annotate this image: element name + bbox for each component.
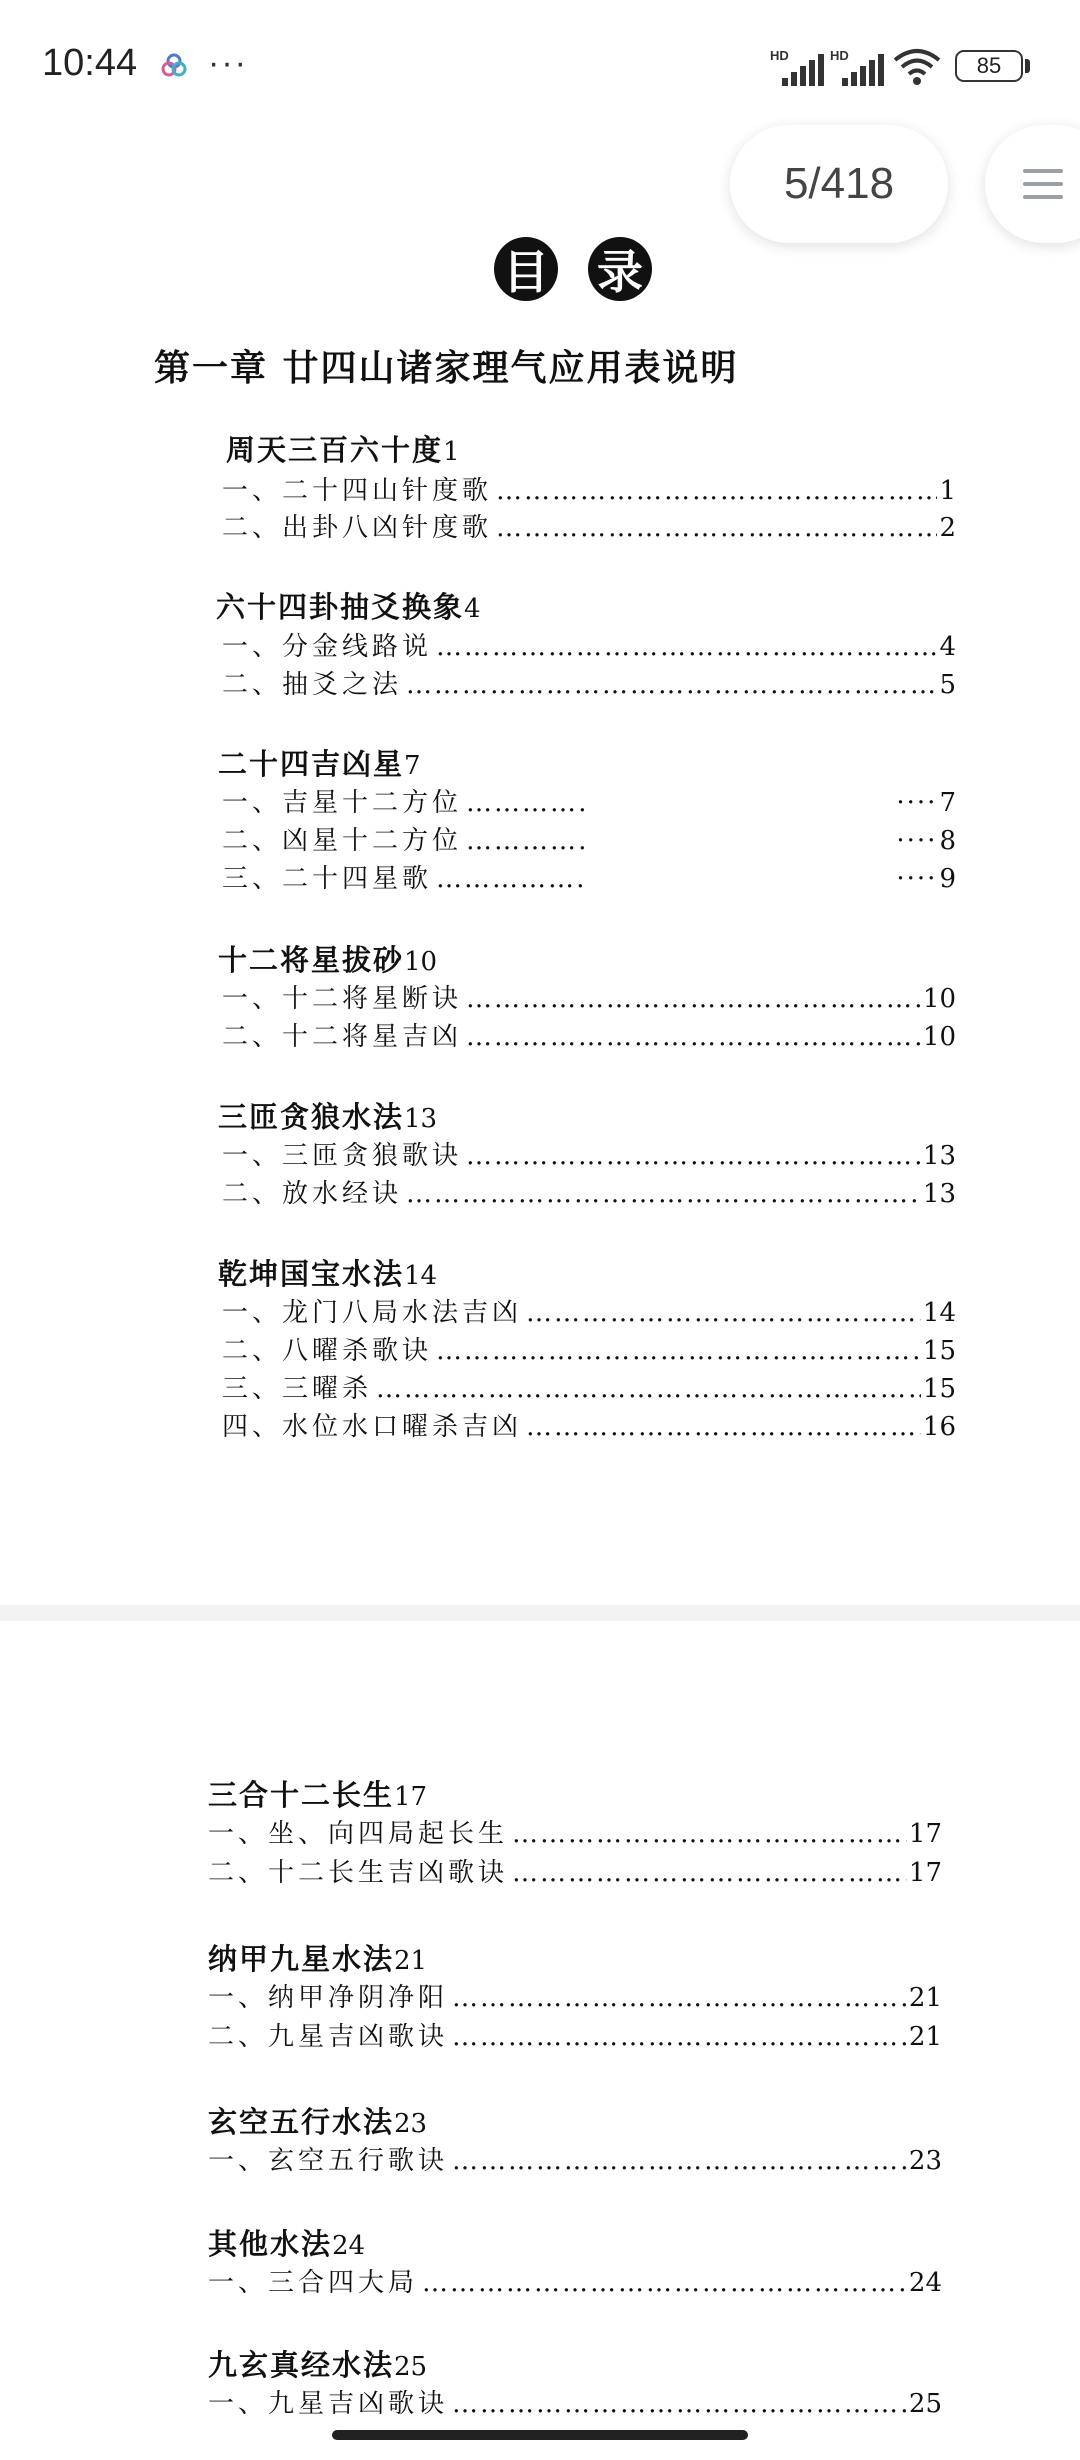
toc-entry[interactable]: 二、出卦八凶针度歌 …………………………………………………………………………………………………………………………………… 2: [222, 507, 956, 544]
toc-entry[interactable]: 一、三匝贪狼歌诀 …………………………………………………………………………………………………………………………………… 13: [222, 1135, 956, 1172]
home-indicator[interactable]: [332, 2430, 748, 2440]
wifi-icon: [893, 46, 941, 86]
battery-level: 85: [976, 53, 1002, 78]
app-notification-icon: [160, 52, 188, 80]
toc-entry[interactable]: 二、十二将星吉凶 …………………………………………………………………………………………………………………………………… 10: [222, 1016, 956, 1053]
toc-entry[interactable]: 一、九星吉凶歌诀 …………………………………………………………………………………………………………………………………… 25: [208, 2383, 942, 2420]
toc-entry[interactable]: 二、凶星十二方位 …………………………………………………………………………………………………………………………………… ···· 8: [222, 820, 956, 857]
toc-entry[interactable]: 一、分金线路说 …………………………………………………………………………………………………………………………………… 4: [222, 626, 956, 663]
toc-entry[interactable]: 一、坐、向四局起长生 …………………………………………………………………………………………………………………………………… 17: [208, 1813, 942, 1850]
toc-title-char: 录: [588, 237, 652, 301]
toc-section-title: 纳甲九星水法21: [208, 1942, 428, 1976]
toc-section-title: 二十四吉凶星7: [218, 747, 421, 781]
toc-section-title: 周天三百六十度1: [226, 433, 460, 467]
toc-entry[interactable]: 一、纳甲净阴净阳 …………………………………………………………………………………………………………………………………… 21: [208, 1977, 942, 2014]
chapter-heading: 第一章 廿四山诸家理气应用表说明: [154, 347, 739, 389]
toc-section-title: 玄空五行水法23: [208, 2105, 428, 2139]
status-time: 10:44: [42, 42, 138, 84]
toc-entry[interactable]: 一、十二将星断诀 …………………………………………………………………………………………………………………………………… 10: [222, 978, 956, 1015]
toc-section-title: 十二将星拔砂10: [218, 943, 438, 977]
toc-section-title: 九玄真经水法25: [208, 2348, 428, 2382]
toc-entry[interactable]: 一、玄空五行歌诀 …………………………………………………………………………………………………………………………………… 23: [208, 2140, 942, 2177]
toc-entry[interactable]: 二、放水经诀 …………………………………………………………………………………………………………………………………… 13: [222, 1173, 956, 1210]
toc-entry[interactable]: 一、二十四山针度歌 …………………………………………………………………………………………………………………………………… 1: [222, 470, 956, 507]
menu-button[interactable]: [985, 125, 1080, 243]
page-divider: [0, 1605, 1080, 1621]
cell-signal-icon: HD: [830, 48, 882, 86]
toc-entry[interactable]: 一、三合四大局 …………………………………………………………………………………………………………………………………… 24: [208, 2262, 942, 2299]
toc-entry[interactable]: 三、二十四星歌 …………………………………………………………………………………………………………………………………… ···· 9: [222, 858, 956, 895]
toc-entry[interactable]: 四、水位水口曜杀吉凶 …………………………………………………………………………………………………………………………………… 16: [222, 1406, 956, 1443]
toc-entry[interactable]: 二、十二长生吉凶歌诀 …………………………………………………………………………………………………………………………………… 17: [208, 1852, 942, 1889]
toc-entry[interactable]: 二、八曜杀歌诀 …………………………………………………………………………………………………………………………………… 15: [222, 1330, 956, 1367]
status-bar: [0, 0, 1080, 135]
toc-section-title: 乾坤国宝水法14: [218, 1257, 438, 1291]
cell-signal-icon: HD: [770, 48, 822, 86]
toc-entry[interactable]: 二、九星吉凶歌诀 …………………………………………………………………………………………………………………………………… 21: [208, 2016, 942, 2053]
toc-section-title: 其他水法24: [208, 2227, 366, 2261]
toc-section-title: 六十四卦抽爻换象4: [216, 590, 481, 624]
toc-section-title: 三匝贪狼水法13: [218, 1100, 438, 1134]
page-indicator-button[interactable]: 5/418: [730, 125, 948, 243]
toc-entry[interactable]: 三、三曜杀 …………………………………………………………………………………………………………………………………… 15: [222, 1368, 956, 1405]
toc-entry[interactable]: 一、龙门八局水法吉凶 …………………………………………………………………………………………………………………………………… 14: [222, 1292, 956, 1329]
toc-title-char: 目: [494, 237, 558, 301]
toc-entry[interactable]: 一、吉星十二方位 …………………………………………………………………………………………………………………………………… ···· 7: [222, 782, 956, 819]
more-notifications-icon: ···: [208, 44, 248, 82]
toc-entry[interactable]: 二、抽爻之法 …………………………………………………………………………………………………………………………………… 5: [222, 664, 956, 701]
battery-cap: [1025, 59, 1030, 73]
battery-icon: [955, 50, 1023, 82]
toc-section-title: 三合十二长生17: [208, 1778, 428, 1812]
